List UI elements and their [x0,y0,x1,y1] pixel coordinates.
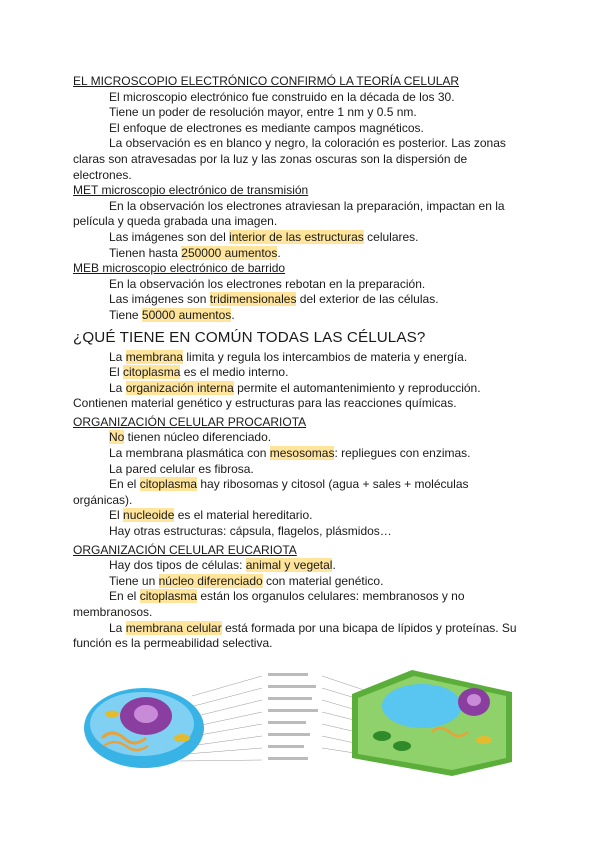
paragraph: La membrana celular está formada por una bicapa de lípidos y proteínas. Su función es la permeabilidad selectiva. [73,620,517,651]
paragraph: La organización interna permite el automantenimiento y reproducción. [109,380,481,395]
paragraph: El citoplasma es el medio interno. [109,365,289,380]
section-title-met: MET microscopio electrónico de transmisión [73,183,309,198]
paragraph: Las imágenes son del interior de las estructuras celulares. [109,229,419,244]
paragraph: El nucleoide es el material hereditario. [109,508,313,523]
paragraph: En la observación los electrones rebotan en la preparación. [109,276,426,291]
highlight: tridimensionales [209,292,297,307]
section-title-microscopio: EL MICROSCOPIO ELECTRÓNICO CONFIRMÓ LA TEORÍA CELULAR [73,74,460,88]
section-title-meb: MEB microscopio electrónico de barrido [73,261,286,276]
paragraph: No tienen núcleo diferenciado. [109,430,272,445]
highlight: membrana celular [125,620,222,635]
cell-diagram-illustration [82,666,522,778]
paragraph: Contienen material genético y estructuras para las reacciones químicas. [73,396,457,411]
paragraph: Hay dos tipos de células: animal y vegetal. [109,558,336,573]
paragraph: En el citoplasma hay ribosomas y citosol (agua + sales + moléculas orgánicas). [73,477,469,507]
highlight: nucleoide [123,508,175,523]
highlight: organización interna [125,380,234,395]
paragraph: La membrana limita y regula los intercambios de materia y energía. [109,349,468,364]
highlight: membrana [125,349,184,364]
paragraph: Tiene un poder de resolución mayor, entre 1 nm y 0.5 nm. [109,105,417,120]
highlight: animal y vegetal [245,558,333,573]
highlight: 50000 aumentos [141,307,232,322]
highlight: mesosomas [269,446,335,461]
highlight: interior de las estructuras [229,229,364,244]
highlight: citoplasma [139,477,198,492]
paragraph: La observación es en blanco y negro, la coloración es posterior. Las zonas claras son atravesadas por la luz y las zonas oscuras son la dispersión de electrones. [73,136,506,182]
paragraph: Tiene 50000 aumentos. [109,307,235,322]
highlight: citoplasma [123,365,181,380]
paragraph: La membrana plasmática con mesosomas: repliegues con enzimas. [109,446,471,461]
paragraph: En la observación los electrones atraviesan la preparación, impactan en la película y queda grabada una imagen. [73,198,505,229]
paragraph: Las imágenes son tridimensionales del exterior de las células. [109,292,439,307]
plant-cell-illustration [352,670,512,776]
animal-cell-illustration [84,688,204,768]
paragraph: El microscopio electrónico fue construido en la década de los 30. [109,89,455,104]
highlight: citoplasma [139,589,198,604]
highlight: núcleo diferenciado [158,573,263,588]
section-title-procariota: ORGANIZACIÓN CELULAR PROCARIOTA [73,414,307,429]
diagram-label-placeholders [268,673,318,760]
section-title-comun: ¿QUÉ TIENE EN COMÚN TODAS LAS CÉLULAS? [73,328,426,346]
highlight: 250000 aumentos [181,245,278,260]
paragraph: La pared celular es fibrosa. [109,461,254,476]
paragraph: Hay otras estructuras: cápsula, flagelos, plásmidos… [109,524,392,539]
section-title-eucariota: ORGANIZACIÓN CELULAR EUCARIOTA [73,542,297,557]
paragraph: Tienen hasta 250000 aumentos. [109,245,281,260]
highlight: No [109,430,125,445]
paragraph: El enfoque de electrones es mediante campos magnéticos. [109,120,424,135]
document-body [73,74,525,652]
paragraph: Tiene un núcleo diferenciado con material genético. [109,573,384,588]
paragraph: En el citoplasma están los organulos celulares: membranosos y no membranosos. [73,589,465,619]
